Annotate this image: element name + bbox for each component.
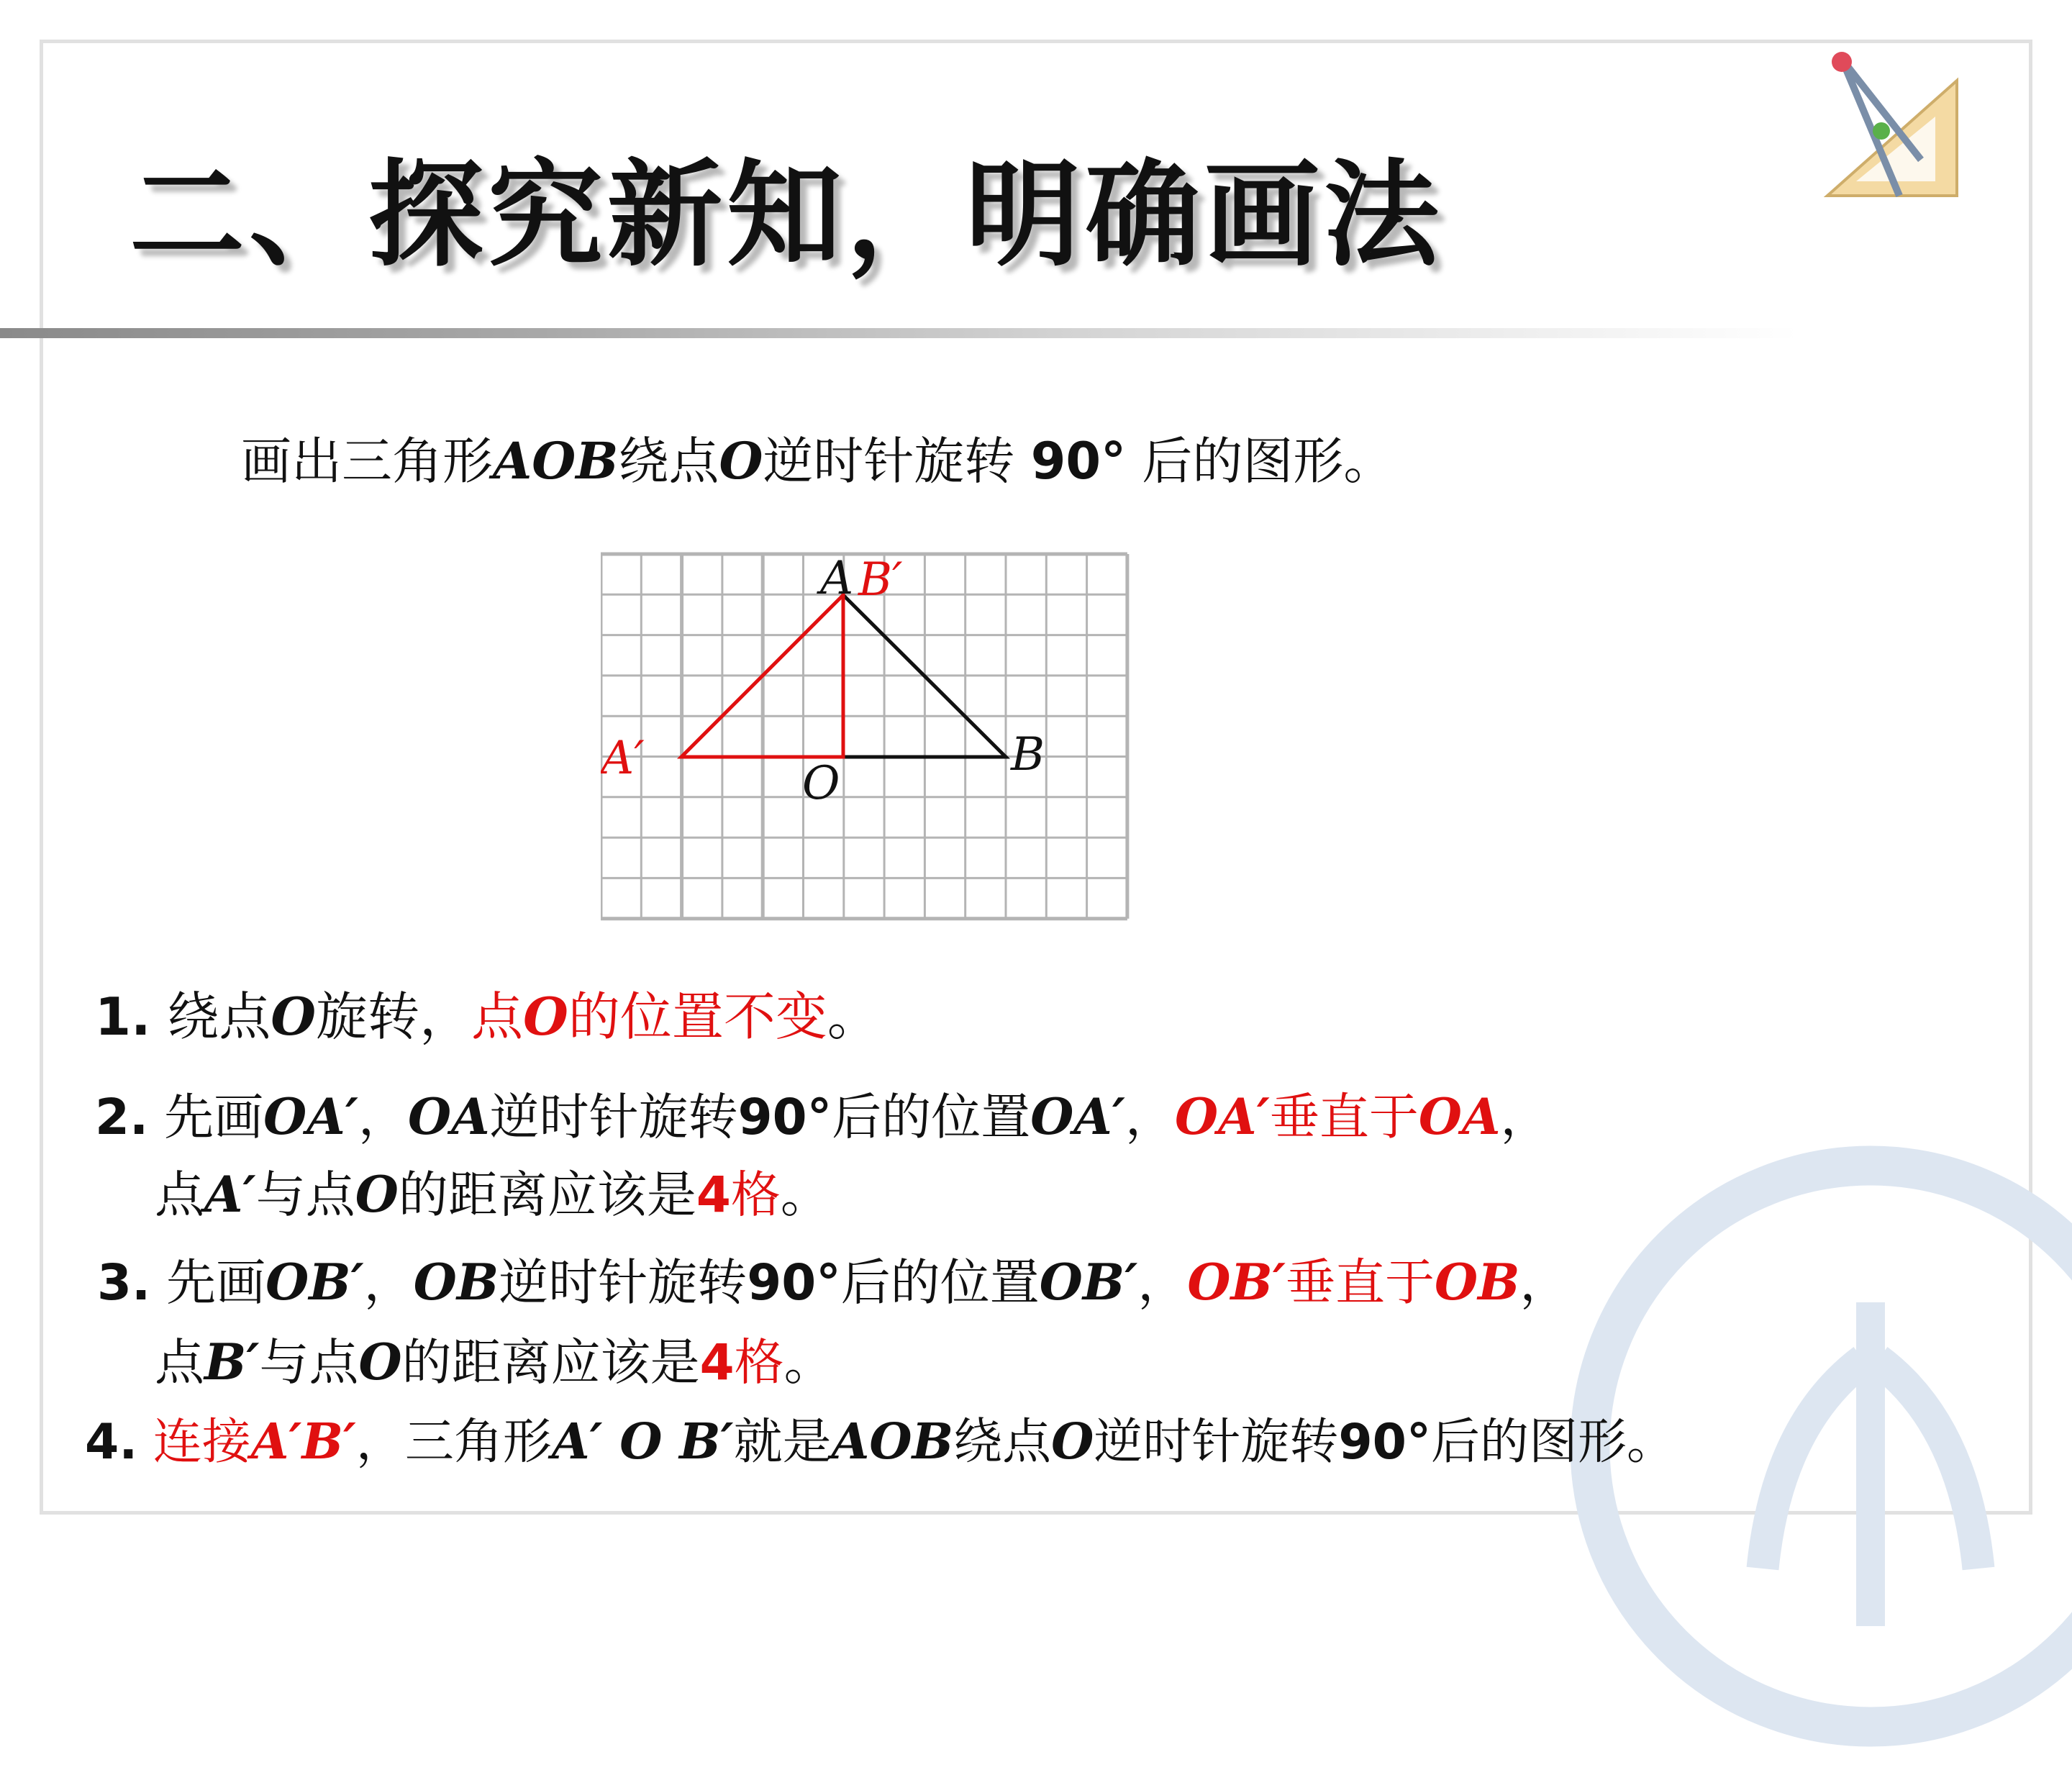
label-A-prime: A′	[601, 732, 645, 785]
title-divider	[0, 328, 1799, 338]
step-2-line-1: 2. 先画OA′，OA逆时针旋转90°后的位置OA′，OA′垂直于OA，	[95, 1088, 1550, 1146]
label-A: A	[820, 552, 854, 605]
rotation-grid-figure	[601, 550, 1133, 921]
compass-ruler-icon	[1813, 52, 1971, 210]
step-4: 4. 连接A′B′，三角形A′ O B′就是AOB绕点O逆时针旋转90°后的图形。	[85, 1413, 1676, 1471]
label-B-prime: B′	[858, 553, 903, 607]
label-B: B	[1011, 728, 1045, 781]
grid-lines	[601, 554, 1127, 919]
label-O: O	[802, 757, 840, 810]
step-3-line-2: 点B′与点O的距离应该是4格。	[155, 1333, 834, 1392]
step-1: 1. 绕点O旋转，点O的位置不变。	[95, 986, 879, 1047]
step-3-line-1: 3. 先画OB′，OB逆时针旋转90°后的位置OB′，OB′垂直于OB，	[97, 1253, 1570, 1312]
task-prompt: 画出三角形AOB绕点O逆时针旋转 90° 后的图形。	[241, 431, 1394, 491]
step-2-line-2: 点A′与点O的距离应该是4格。	[155, 1166, 830, 1224]
page-title: 二、探究新知，明确画法	[130, 147, 1444, 282]
